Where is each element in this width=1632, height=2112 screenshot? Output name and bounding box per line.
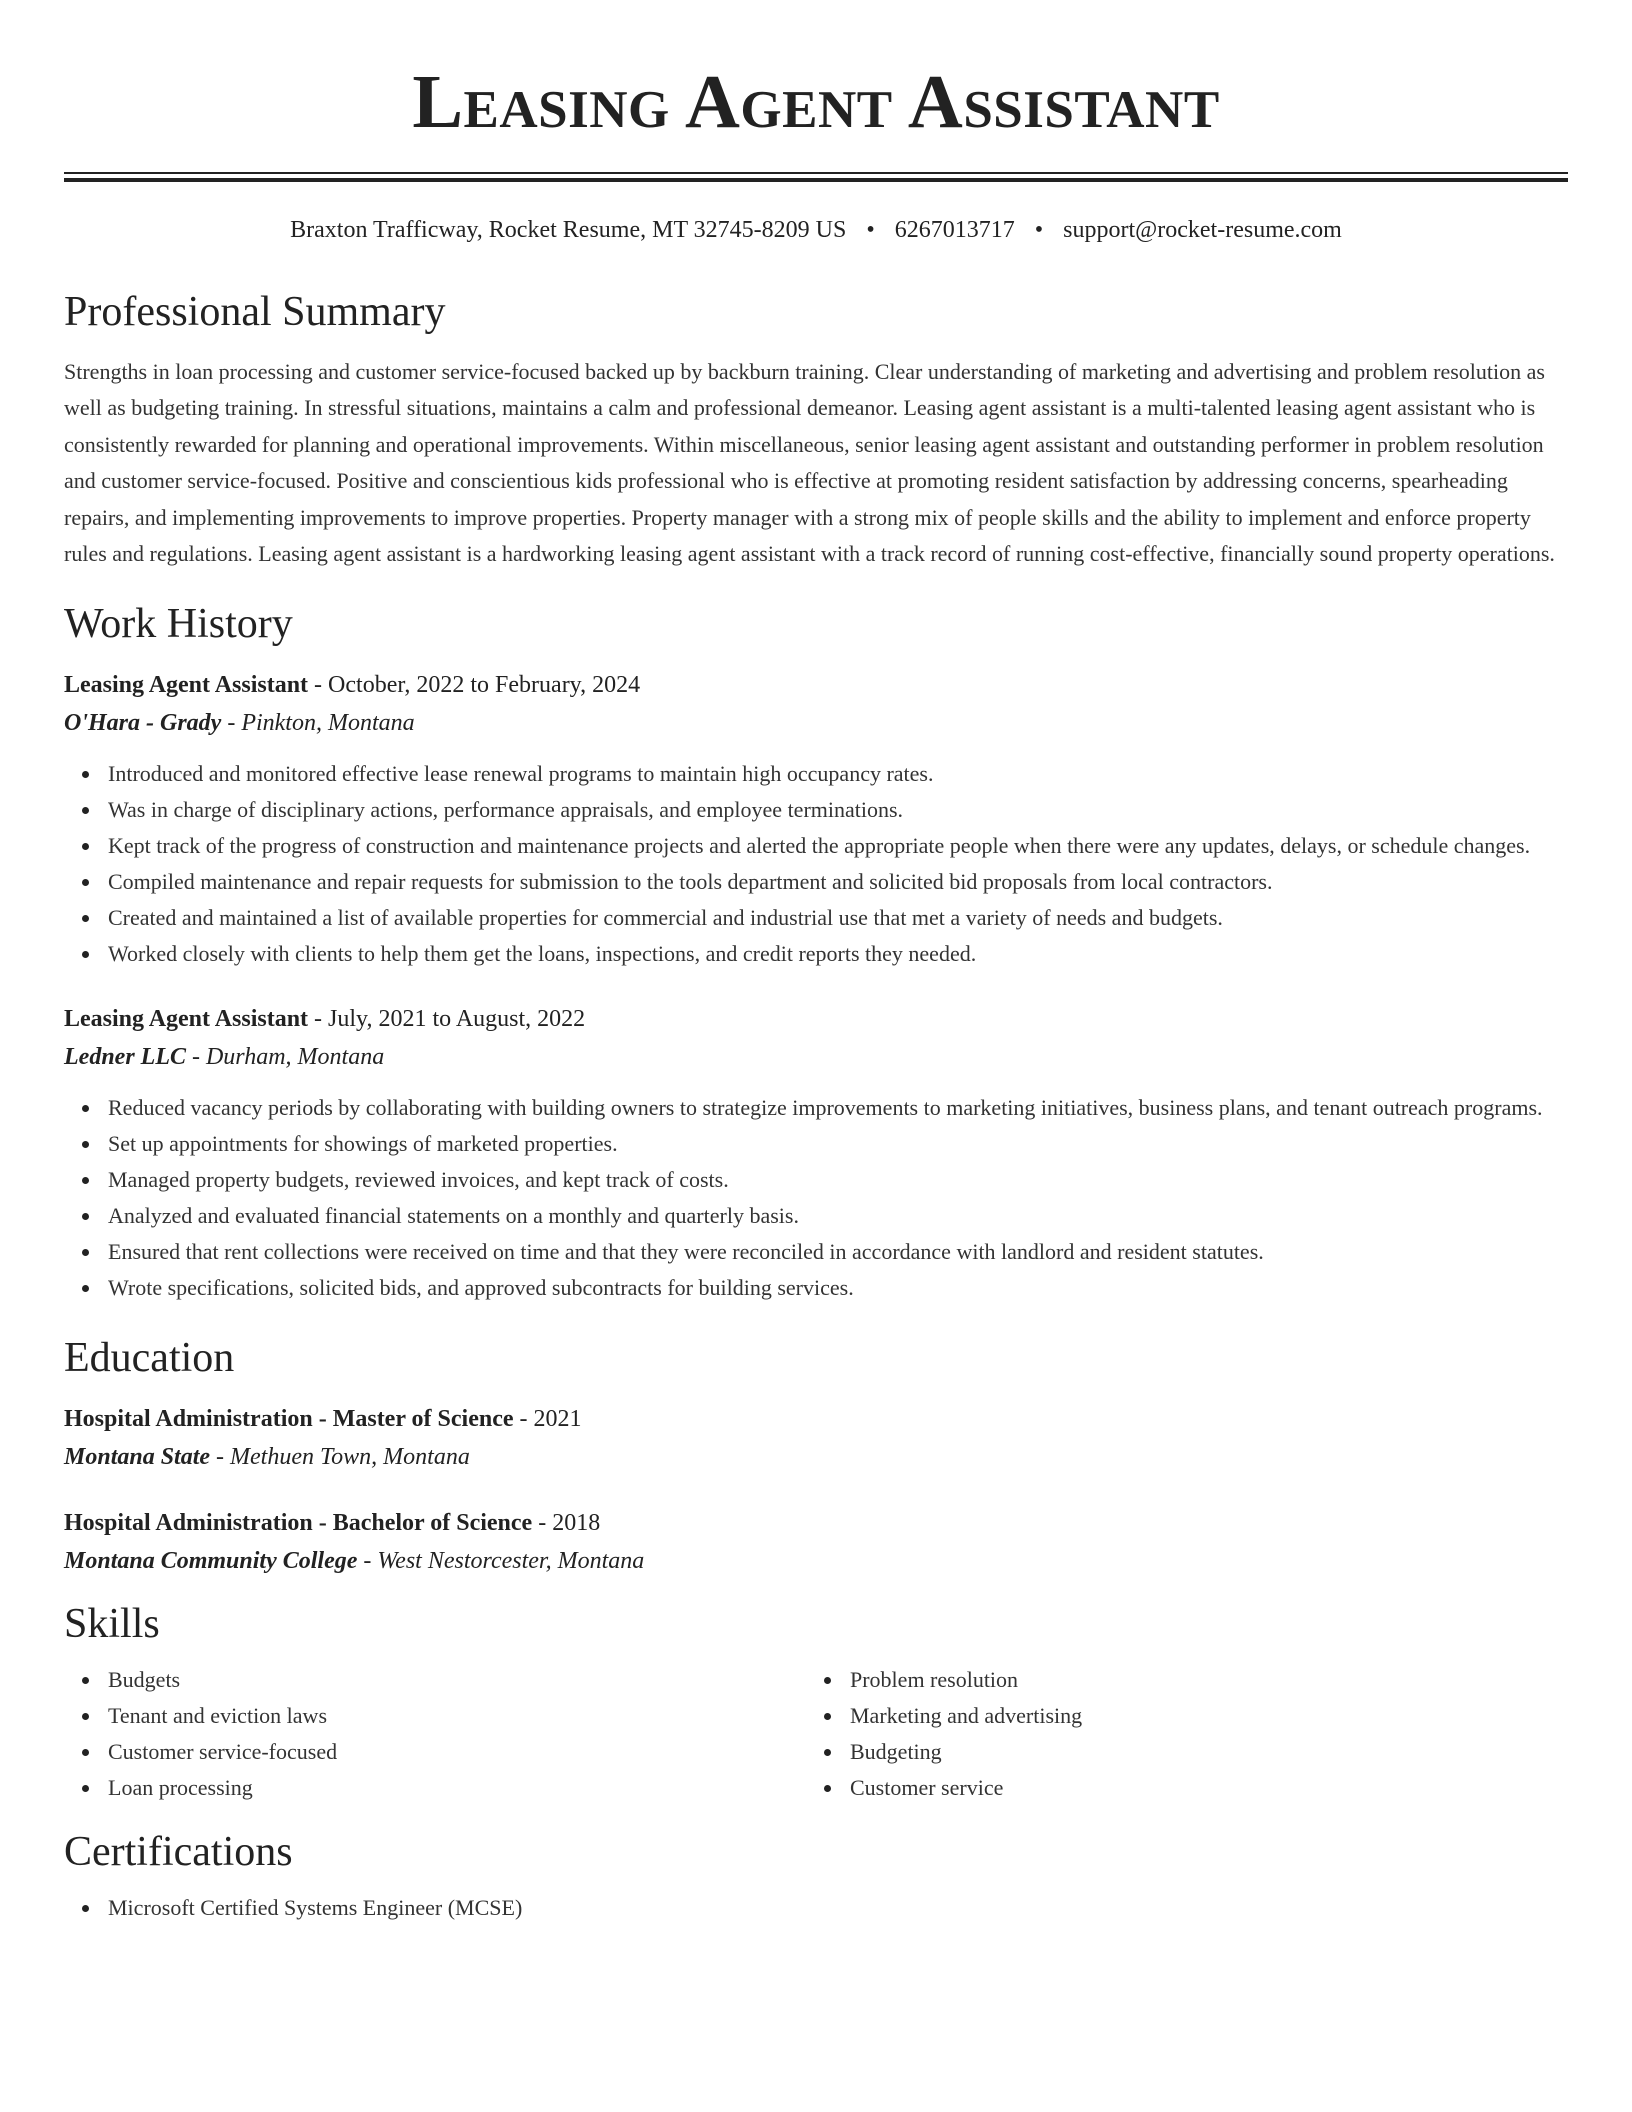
- education-location: - West Nestorcester, Montana: [357, 1548, 645, 1575]
- job-company: O'Hara - Grady: [64, 710, 222, 737]
- education-year: - 2018: [532, 1510, 601, 1537]
- certifications-list: [64, 1890, 1568, 1926]
- education-degree: Hospital Administration - Master of Science: [64, 1406, 514, 1433]
- list-item: Created and maintained a list of available properties for commercial and industrial use that met a variety of needs and budgets.: [108, 900, 1568, 936]
- skills-heading: Skills: [64, 1601, 160, 1648]
- education-school-line: [64, 1542, 1568, 1580]
- job-company-line: [64, 704, 1568, 742]
- education-degree-line: [64, 1504, 1568, 1542]
- skill-item: Problem resolution: [850, 1662, 1548, 1698]
- job-bullets: [64, 1090, 1568, 1306]
- certifications-heading: Certifications: [64, 1829, 293, 1876]
- contact-phone: 6267013717: [894, 217, 1015, 243]
- list-item: Managed property budgets, reviewed invoices, and kept track of costs.: [108, 1162, 1568, 1198]
- skills-column-left: [64, 1662, 806, 1806]
- resume-title: Leasing Agent Assistant: [412, 60, 1220, 144]
- contact-email: support@rocket-resume.com: [1063, 217, 1342, 243]
- job-dates: - July, 2021 to August, 2022: [308, 1006, 586, 1033]
- header-divider: [64, 172, 1568, 182]
- job-location: - Pinkton, Montana: [221, 710, 415, 737]
- summary-heading: Professional Summary: [64, 289, 446, 335]
- education-location: - Methuen Town, Montana: [210, 1444, 470, 1471]
- skill-item: Tenant and eviction laws: [108, 1698, 806, 1734]
- skills-list: [64, 1662, 806, 1806]
- certification-item: Microsoft Certified Systems Engineer (MCSE): [108, 1890, 1568, 1926]
- education-school: Montana Community College: [64, 1548, 358, 1575]
- contact-separator: •: [866, 217, 875, 243]
- contact-address: Braxton Trafficway, Rocket Resume, MT 32745-8209 US: [290, 217, 847, 243]
- list-item: Reduced vacancy periods by collaborating with building owners to strategize improvements to marketing initiatives, business plans, and tenant outreach programs.: [108, 1090, 1568, 1126]
- job-entry: [64, 1000, 1568, 1306]
- job-company: Ledner LLC: [64, 1044, 186, 1071]
- list-item: Ensured that rent collections were received on time and that they were reconciled in accordance with landlord and resident statutes.: [108, 1234, 1568, 1270]
- list-item: Set up appointments for showings of marketed properties.: [108, 1126, 1568, 1162]
- resume-page: [64, 0, 1568, 1926]
- education-degree: Hospital Administration - Bachelor of Science: [64, 1510, 533, 1537]
- education-degree-line: [64, 1400, 1568, 1438]
- skill-item: Marketing and advertising: [850, 1698, 1548, 1734]
- skills-grid: [64, 1662, 1568, 1806]
- job-dates: - October, 2022 to February, 2024: [308, 672, 641, 699]
- work-history-heading: Work History: [64, 601, 293, 648]
- skill-item: Loan processing: [108, 1770, 806, 1806]
- list-item: Compiled maintenance and repair requests for submission to the tools department and solicited bid proposals from local contractors.: [108, 864, 1568, 900]
- skill-item: Budgets: [108, 1662, 806, 1698]
- education-year: - 2021: [513, 1406, 582, 1433]
- education-entry: [64, 1400, 1568, 1476]
- job-location: - Durham, Montana: [185, 1044, 385, 1071]
- education-entry: [64, 1504, 1568, 1580]
- job-company-line: [64, 1038, 1568, 1076]
- list-item: Kept track of the progress of construction and maintenance projects and alerted the appropriate people when there were any updates, delays, or schedule changes.: [108, 828, 1568, 864]
- job-title-line: [64, 666, 1568, 704]
- list-item: Worked closely with clients to help them get the loans, inspections, and credit reports they needed.: [108, 936, 1568, 972]
- contact-separator: •: [1034, 217, 1044, 243]
- skill-item: Customer service-focused: [108, 1734, 806, 1770]
- skill-item: Budgeting: [850, 1734, 1548, 1770]
- job-bullets: [64, 756, 1568, 972]
- skills-column-right: [806, 1662, 1548, 1806]
- skills-list: [806, 1662, 1548, 1806]
- education-school-line: [64, 1438, 1568, 1476]
- education-heading: Education: [64, 1335, 235, 1382]
- skill-item: Customer service: [850, 1770, 1548, 1806]
- job-entry: [64, 666, 1568, 972]
- summary-text: Strengths in loan processing and customer service-focused backed up by backburn training. Clear understanding of marketing and advertising and problem resolution as well as budgeting training. In stressful situations, maintains a calm and professional demeanor. Leasing agent assistant is a multi-talented leasing agent assistant who is consistently rewarded for planning and operational improvements. Within miscellaneous, senior leasing agent assistant and outstanding performer in problem resolution and customer service-focused. Positive and conscientious kids professional who is effective at promoting resident satisfaction by addressing concerns, spearheading repairs, and implementing improvements to improve properties. Property manager with a strong mix of people skills and the ability to implement and enforce property rules and regulations. Leasing agent assistant is a hardworking leasing agent assistant with a track record of running cost-effective, financially sound property operations.: [64, 359, 1555, 567]
- job-title: Leasing Agent Assistant: [64, 1006, 309, 1033]
- education-school: Montana State: [64, 1444, 211, 1471]
- list-item: Was in charge of disciplinary actions, performance appraisals, and employee terminations.: [108, 792, 1568, 828]
- list-item: Analyzed and evaluated financial statements on a monthly and quarterly basis.: [108, 1198, 1568, 1234]
- job-title: Leasing Agent Assistant: [64, 672, 309, 699]
- list-item: Introduced and monitored effective lease renewal programs to maintain high occupancy rates.: [108, 756, 1568, 792]
- contact-line: [64, 216, 1568, 244]
- list-item: Wrote specifications, solicited bids, and approved subcontracts for building services.: [108, 1270, 1568, 1306]
- job-title-line: [64, 1000, 1568, 1038]
